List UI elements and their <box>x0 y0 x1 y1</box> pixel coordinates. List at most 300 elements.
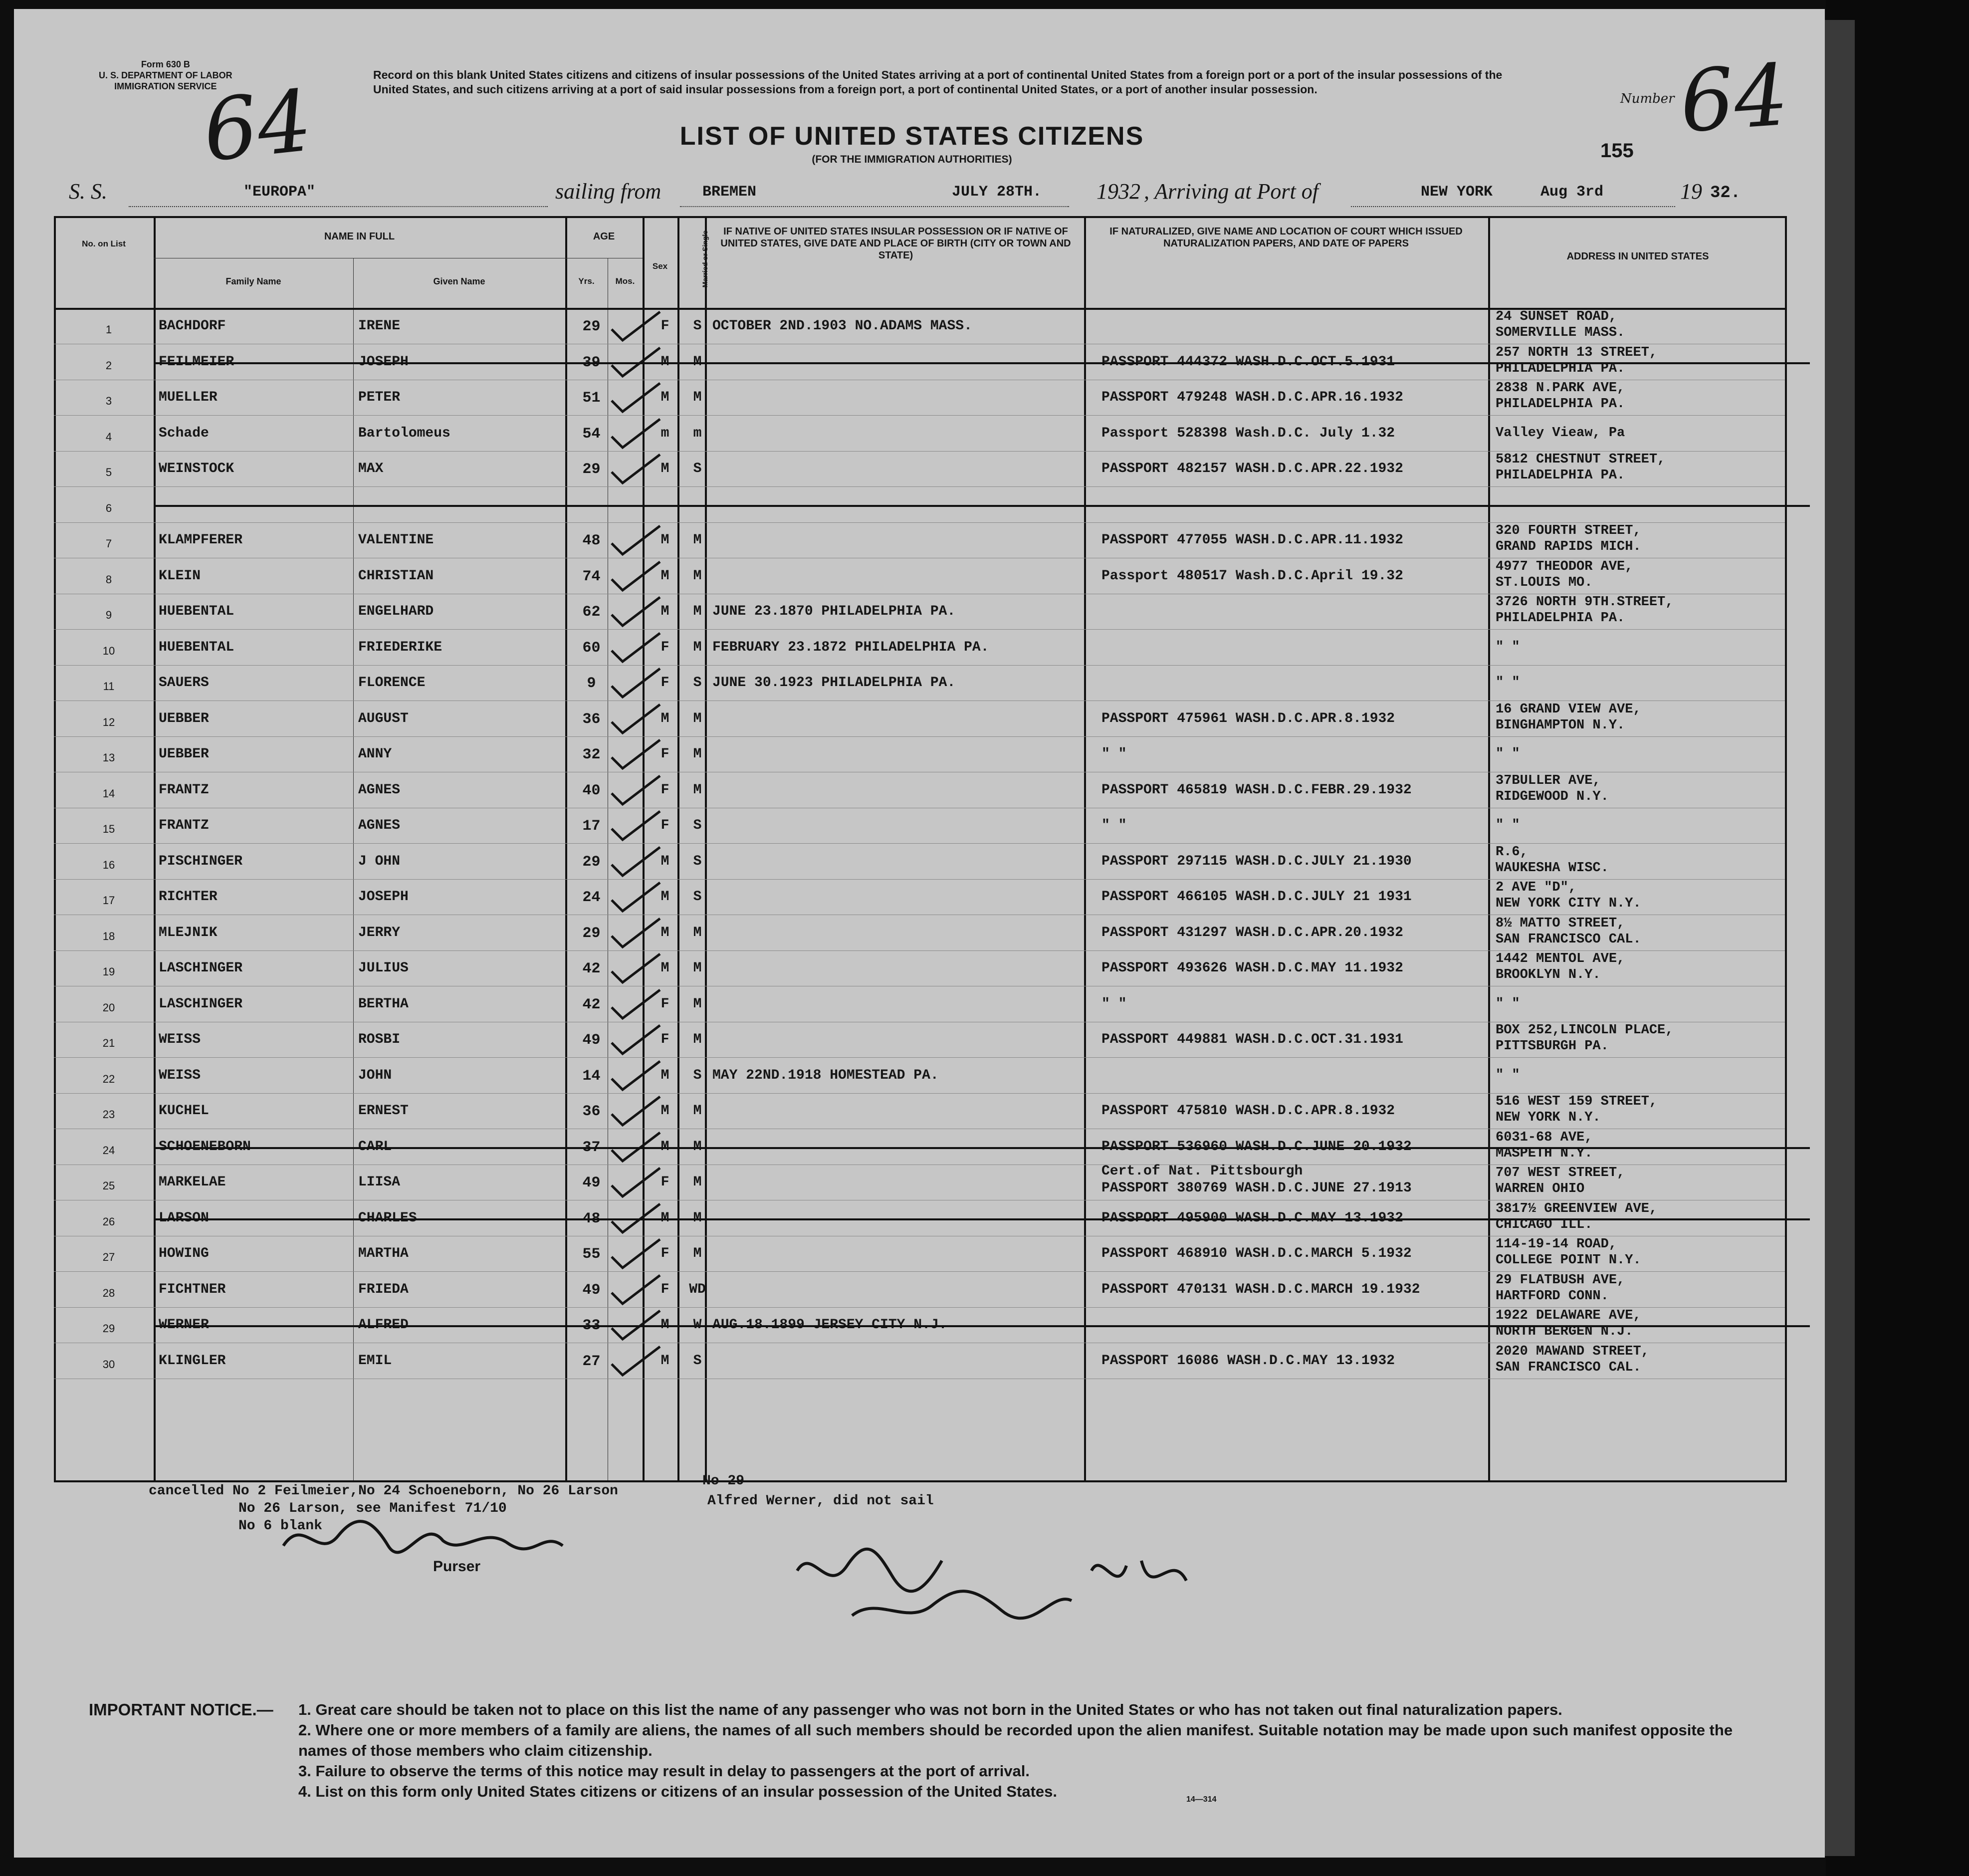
check-mark <box>608 381 667 416</box>
handwritten-number: 64 <box>1677 45 1791 152</box>
naturalization-info: PASSPORT 466105 WASH.D.C.JULY 21 1931 <box>1101 889 1412 905</box>
strike-through-line <box>154 505 1810 507</box>
manifest-rows <box>54 308 1785 1471</box>
family-name: HUEBENTAL <box>159 604 234 619</box>
age-years: 9 <box>587 675 596 692</box>
table-row <box>54 1058 1785 1094</box>
age-years: 49 <box>582 1032 601 1049</box>
naturalization-info: PASSPORT 493626 WASH.D.C.MAY 11.1932 <box>1101 960 1403 976</box>
sailing-from-label: sailing from <box>555 179 661 204</box>
marital-status: M <box>693 1032 702 1047</box>
address-line-1: 5812 CHESTNUT STREET, <box>1496 452 1666 467</box>
age-years: 42 <box>582 960 601 977</box>
sex: M <box>660 710 669 726</box>
check-mark <box>608 1237 667 1272</box>
address-line-1: 257 NORTH 13 STREET, <box>1496 345 1658 360</box>
port-from-underline <box>680 206 1069 207</box>
marital-status: M <box>693 925 702 940</box>
table-row <box>54 772 1785 808</box>
row-number: 6 <box>105 501 112 514</box>
given-name: BERTHA <box>358 996 409 1012</box>
sex: M <box>660 925 669 940</box>
purser-label: Purser <box>433 1558 481 1575</box>
family-name: UEBBER <box>159 746 209 762</box>
family-name: LASCHINGER <box>159 960 243 976</box>
marital-status: M <box>693 1246 702 1261</box>
col-header-name: NAME IN FULL <box>324 231 395 242</box>
table-row <box>54 701 1785 737</box>
table-row <box>54 915 1785 951</box>
marital-status: WD <box>689 1281 706 1297</box>
sex: F <box>660 746 669 762</box>
table-row <box>54 986 1785 1022</box>
naturalization-info: Cert.of Nat. Pittsbourgh <box>1101 1164 1303 1179</box>
birth-info: AUG.18.1899 JERSEY CITY N.J. <box>712 1317 947 1333</box>
address-line-2: NEW YORK N.Y. <box>1496 1110 1601 1125</box>
table-row <box>54 1093 1785 1129</box>
address-line-1: 1442 MENTOL AVE, <box>1496 951 1625 966</box>
marital-status: M <box>693 996 702 1012</box>
row-number: 28 <box>102 1286 115 1299</box>
check-mark <box>608 309 667 344</box>
age-years: 29 <box>582 461 601 478</box>
naturalization-info: PASSPORT 477055 WASH.D.C.APR.11.1932 <box>1101 532 1403 548</box>
marital-status: S <box>693 818 702 833</box>
table-row <box>54 558 1785 594</box>
table-row <box>54 451 1785 487</box>
table-row <box>54 1129 1785 1165</box>
address-line-1: 2838 N.PARK AVE, <box>1496 381 1625 396</box>
address-line-1: BOX 252,LINCOLN PLACE, <box>1496 1023 1674 1038</box>
address-line-1: " " <box>1496 1067 1520 1083</box>
age-years: 29 <box>582 318 601 335</box>
arrival-date: Aug 3rd <box>1540 184 1604 201</box>
table-row <box>54 1307 1785 1343</box>
family-name: FRANTZ <box>159 818 209 833</box>
naturalization-info: PASSPORT 431297 WASH.D.C.APR.20.1932 <box>1101 925 1403 940</box>
table-row <box>54 630 1785 666</box>
age-years: 36 <box>582 1103 601 1120</box>
family-name: BACHDORF <box>159 318 226 334</box>
table-row <box>54 879 1785 915</box>
address-line-2: BROOKLYN N.Y. <box>1496 967 1601 982</box>
sex: F <box>660 996 669 1012</box>
inspected-note <box>852 1581 1045 1598</box>
age-years: 60 <box>582 639 601 657</box>
given-name: Bartolomeus <box>358 425 450 441</box>
given-name: ERNEST <box>358 1103 409 1119</box>
naturalization-info: PASSPORT 468910 WASH.D.C.MARCH 5.1932 <box>1101 1246 1412 1261</box>
sex: F <box>660 318 669 334</box>
address-line-1: " " <box>1496 818 1520 833</box>
check-mark <box>608 1166 667 1200</box>
naturalization-info: PASSPORT 465819 WASH.D.C.FEBR.29.1932 <box>1101 782 1412 798</box>
strike-through-line <box>154 362 1810 364</box>
given-name: FRIEDA <box>358 1281 409 1297</box>
address-line-1: Valley Vieaw, Pa <box>1496 425 1625 441</box>
family-name: FRANTZ <box>159 782 209 798</box>
naturalization-info: " " <box>1101 996 1127 1012</box>
marital-status: M <box>693 390 702 405</box>
row-number: 30 <box>102 1358 115 1371</box>
naturalization-info: Passport 480517 Wash.D.C.April 19.32 <box>1101 568 1403 584</box>
sailing-year: 1932 <box>1096 179 1140 204</box>
page-title: LIST OF UNITED STATES CITIZENS <box>679 122 1144 151</box>
address-line-2: WAUKESHA WISC. <box>1496 860 1609 876</box>
check-mark <box>608 1273 667 1308</box>
col-header-native: IF NATIVE OF UNITED STATES INSULAR POSSESSION OR IF NATIVE OF UNITED STATES, GIVE DATE AND PLACE OF BIRTH (CITY OR TOWN AND STATE) <box>720 226 1071 261</box>
address-line-1: 24 SUNSET ROAD, <box>1496 309 1617 324</box>
naturalization-info: PASSPORT 444372 WASH.D.C.OCT.5.1931 <box>1101 354 1395 370</box>
check-mark <box>608 916 667 951</box>
col-header-family: Family Name <box>225 276 281 286</box>
family-name: WEISS <box>159 1067 201 1083</box>
address-line-2: CHICAGO ILL. <box>1496 1217 1593 1232</box>
sex: M <box>660 532 669 548</box>
sex: M <box>660 960 669 976</box>
family-name: PISCHINGER <box>159 853 243 869</box>
family-name: LARSON <box>159 1210 209 1226</box>
address-line-2: SAN FRANCISCO CAL. <box>1496 1360 1641 1375</box>
family-name: HOWING <box>159 1246 209 1261</box>
address-line-1: 16 GRAND VIEW AVE, <box>1496 702 1641 717</box>
marital-status: M <box>693 639 702 655</box>
arriving-label: , Arriving at Port of <box>1144 179 1318 204</box>
col-header-sex: Sex <box>652 261 668 271</box>
family-name: RICHTER <box>159 889 218 905</box>
table-row <box>54 1236 1785 1272</box>
family-name: WERNER <box>159 1317 209 1333</box>
row-number: 27 <box>102 1251 115 1263</box>
table-row <box>54 665 1785 701</box>
row-number: 21 <box>102 1037 115 1049</box>
given-name: MARTHA <box>358 1246 409 1261</box>
row-number: 3 <box>105 395 112 407</box>
row-number: 26 <box>102 1215 115 1228</box>
age-years: 62 <box>582 604 601 621</box>
marital-status: M <box>693 532 702 548</box>
row-number: 5 <box>105 466 112 478</box>
ship-underline <box>129 206 548 207</box>
row-number: 14 <box>102 787 115 800</box>
given-name: ROSBI <box>358 1032 401 1047</box>
age-years: 24 <box>582 889 601 906</box>
given-name: AUGUST <box>358 710 409 726</box>
family-name: KLAMPFERER <box>159 532 243 548</box>
given-name: CARL <box>358 1139 392 1155</box>
address-line-2: COLLEGE POINT N.Y. <box>1496 1253 1641 1268</box>
handwritten-list-number: 64 <box>199 71 317 181</box>
marital-status: M <box>693 604 702 619</box>
age-years: 49 <box>582 1174 601 1191</box>
naturalization-info: PASSPORT 475810 WASH.D.C.APR.8.1932 <box>1101 1103 1395 1119</box>
department-name: U. S. DEPARTMENT OF LABOR <box>99 70 232 80</box>
given-name: LIISA <box>358 1174 401 1190</box>
year-prefix: 19 <box>1680 179 1702 204</box>
naturalization-info: PASSPORT 297115 WASH.D.C.JULY 21.1930 <box>1101 853 1412 869</box>
row-number: 19 <box>102 965 115 978</box>
marital-status: m <box>693 425 702 441</box>
check-mark <box>608 1094 667 1129</box>
age-years: 48 <box>582 1210 601 1227</box>
marital-status: M <box>693 960 702 976</box>
family-name: MUELLER <box>159 390 218 405</box>
naturalization-info: PASSPORT 482157 WASH.D.C.APR.22.1932 <box>1101 461 1403 476</box>
given-name: J OHN <box>358 853 401 869</box>
check-mark <box>608 523 667 558</box>
marital-status: M <box>693 710 702 726</box>
address-line-1: " " <box>1496 746 1520 761</box>
marital-status: M <box>693 1174 702 1190</box>
year-suffix: 32. <box>1710 184 1741 203</box>
table-row <box>54 950 1785 986</box>
age-years: 29 <box>582 853 601 871</box>
check-mark <box>608 1344 667 1379</box>
row-number: 15 <box>102 823 115 835</box>
given-name: AGNES <box>358 782 401 798</box>
family-name: FICHTNER <box>159 1281 226 1297</box>
given-name: JOSEPH <box>358 354 409 370</box>
age-years: 48 <box>582 532 601 549</box>
print-code: 14—314 <box>1186 1795 1217 1804</box>
age-years: 32 <box>582 746 601 763</box>
age-years: 27 <box>582 1353 601 1370</box>
check-mark <box>608 1023 667 1058</box>
given-name: EMIL <box>358 1353 392 1369</box>
family-name: KLEIN <box>159 568 201 584</box>
given-name: JOHN <box>358 1067 392 1083</box>
address-line-1: 2 AVE "D", <box>1496 880 1577 895</box>
naturalization-info-line-2: PASSPORT 380769 WASH.D.C.JUNE 27.1913 <box>1101 1180 1412 1196</box>
sex: M <box>660 1317 669 1333</box>
table-row <box>54 487 1785 523</box>
table-row <box>54 522 1785 558</box>
check-mark <box>608 809 667 844</box>
row-number: 25 <box>102 1179 115 1192</box>
notice-item-3: 3. Failure to observe the terms of this notice may result in delay to passengers at the port of arrival. <box>298 1762 1030 1780</box>
sex: F <box>660 1174 669 1190</box>
check-mark <box>608 417 667 452</box>
address-line-2: MASPETH N.Y. <box>1496 1146 1593 1161</box>
address-line-2: BINGHAMPTON N.Y. <box>1496 717 1625 733</box>
address-line-2: PHILADELPHIA PA. <box>1496 468 1625 483</box>
given-name: FRIEDERIKE <box>358 639 442 655</box>
given-name: VALENTINE <box>358 532 434 548</box>
cancel-note-line1: cancelled No 2 Feilmeier,No 24 Schoeneborn, No 26 Larson <box>149 1483 618 1499</box>
given-name: ENGELHARD <box>358 604 434 619</box>
table-row <box>54 344 1785 380</box>
port-to-underline <box>1351 206 1675 207</box>
marital-status: M <box>693 746 702 762</box>
family-name: MLEJNIK <box>159 925 218 940</box>
marital-status: S <box>693 853 702 869</box>
col-header-naturalized: IF NATURALIZED, GIVE NAME AND LOCATION OF COURT WHICH ISSUED NATURALIZATION PAPERS, AND DATE OF PAPERS <box>1109 226 1463 249</box>
row-number: 4 <box>105 430 112 443</box>
family-name: Schade <box>159 425 209 441</box>
address-line-2: NORTH BERGEN N.J. <box>1496 1324 1633 1339</box>
address-line-1: 114-19-14 ROAD, <box>1496 1237 1617 1252</box>
age-years: 29 <box>582 925 601 942</box>
given-name: PETER <box>358 390 401 405</box>
row-number: 8 <box>105 573 112 586</box>
address-line-1: " " <box>1496 996 1520 1011</box>
col-header-mos: Mos. <box>615 276 635 286</box>
col-header-married: Married or Single <box>701 230 709 288</box>
table-row <box>54 416 1785 452</box>
address-line-1: 29 FLATBUSH AVE, <box>1496 1272 1625 1288</box>
address-line-1: 3726 NORTH 9TH.STREET, <box>1496 595 1674 610</box>
sex: F <box>660 1032 669 1047</box>
marital-status: S <box>693 318 702 334</box>
address-line-2: HARTFORD CONN. <box>1496 1288 1609 1304</box>
naturalization-info: Passport 528398 Wash.D.C. July 1.32 <box>1101 425 1395 441</box>
page-subtitle: (FOR THE IMMIGRATION AUTHORITIES) <box>812 154 1012 165</box>
check-mark <box>608 631 667 666</box>
sex: M <box>660 390 669 405</box>
cancel-note-werner: Alfred Werner, did not sail <box>707 1493 934 1509</box>
check-mark <box>608 880 667 915</box>
naturalization-info: " " <box>1101 818 1127 833</box>
row-number: 2 <box>105 359 112 372</box>
notice-item-1: 1. Great care should be taken not to place on this list the name of any passenger who was not born in the United States or who has not taken out final naturalization papers. <box>298 1701 1562 1718</box>
sex: M <box>660 1210 669 1226</box>
given-name: ALFRED <box>358 1317 409 1333</box>
address-line-1: 516 WEST 159 STREET, <box>1496 1094 1658 1109</box>
age-years: 36 <box>582 710 601 728</box>
col-header-address: ADDRESS IN UNITED STATES <box>1566 251 1709 262</box>
table-row <box>54 1272 1785 1308</box>
notice-item-4: 4. List on this form only United States citizens or citizens of an insular possession of the United States. <box>298 1783 1057 1800</box>
row-number: 24 <box>102 1144 115 1157</box>
marital-status: M <box>693 1139 702 1155</box>
row-number: 22 <box>102 1072 115 1085</box>
naturalization-info: PASSPORT 449881 WASH.D.C.OCT.31.1931 <box>1101 1032 1403 1047</box>
check-mark <box>608 845 667 880</box>
given-name: AGNES <box>358 818 401 833</box>
marital-status: M <box>693 1210 702 1226</box>
ss-label: S. S. <box>69 179 107 204</box>
check-mark <box>608 987 667 1022</box>
strike-through-line <box>154 1325 1810 1327</box>
row-number: 9 <box>105 609 112 621</box>
naturalization-info: PASSPORT 470131 WASH.D.C.MARCH 19.1932 <box>1101 1281 1420 1297</box>
marital-status: M <box>693 568 702 584</box>
age-years: 17 <box>582 818 601 835</box>
page-edge <box>1825 20 1855 1856</box>
row-number: 16 <box>102 858 115 871</box>
check-mark <box>608 702 667 737</box>
given-name: JERRY <box>358 925 401 940</box>
family-name: WEINSTOCK <box>159 461 234 476</box>
row-number: 7 <box>105 537 112 550</box>
sex: M <box>660 1139 669 1155</box>
address-line-1: 4977 THEODOR AVE, <box>1496 559 1633 574</box>
sex: M <box>660 354 669 370</box>
age-years: 51 <box>582 390 601 407</box>
page-number: 155 <box>1600 140 1634 162</box>
age-years: 40 <box>582 782 601 799</box>
ship-name: "EUROPA" <box>243 184 316 201</box>
address-line-2: PHILADELPHIA PA. <box>1496 361 1625 376</box>
naturalization-info: PASSPORT 479248 WASH.D.C.APR.16.1932 <box>1101 390 1403 405</box>
age-years: 55 <box>582 1246 601 1263</box>
address-line-1: " " <box>1496 675 1520 690</box>
address-line-1: 8½ MATTO STREET, <box>1496 916 1625 931</box>
address-line-1: 37BULLER AVE, <box>1496 773 1601 788</box>
marital-status: S <box>693 461 702 476</box>
sailing-date: JULY 28TH. <box>952 184 1042 201</box>
family-name: WEISS <box>159 1032 201 1047</box>
family-name: HUEBENTAL <box>159 639 234 655</box>
check-mark <box>608 773 667 808</box>
sex: M <box>660 568 669 584</box>
row-number: 23 <box>102 1108 115 1121</box>
sex: M <box>660 604 669 619</box>
sex: M <box>660 853 669 869</box>
given-name: CHRISTIAN <box>358 568 434 584</box>
sex: F <box>660 818 669 833</box>
row-number: 1 <box>105 323 112 336</box>
row-number: 10 <box>102 644 115 657</box>
col-header-age: AGE <box>593 231 615 242</box>
service-name: IMMIGRATION SERVICE <box>114 81 217 91</box>
address-line-1: 6031-68 AVE, <box>1496 1130 1593 1145</box>
address-line-2: PHILADELPHIA PA. <box>1496 611 1625 626</box>
family-name: KUCHEL <box>159 1103 209 1119</box>
address-line-1: 320 FOURTH STREET, <box>1496 523 1641 538</box>
table-row <box>54 308 1785 344</box>
age-years: 33 <box>582 1317 601 1334</box>
row-number: 11 <box>103 680 115 693</box>
given-name: ANNY <box>358 746 392 762</box>
sex: M <box>660 889 669 905</box>
given-name: IRENE <box>358 318 401 334</box>
given-name: FLORENCE <box>358 675 426 691</box>
sex: F <box>660 675 669 691</box>
table-row <box>54 1022 1785 1058</box>
strike-through-line <box>154 1147 1810 1149</box>
given-name: MAX <box>358 461 384 476</box>
age-years: 74 <box>582 568 601 585</box>
notice-heading: IMPORTANT NOTICE.— <box>89 1700 273 1719</box>
sex: M <box>660 1353 669 1369</box>
row-number: 13 <box>102 751 115 764</box>
cancel-note-line2: No 26 Larson, see Manifest 71/10 <box>238 1501 507 1516</box>
sex: F <box>660 1281 669 1297</box>
naturalization-info: PASSPORT 16086 WASH.D.C.MAY 13.1932 <box>1101 1353 1395 1369</box>
table-row <box>54 380 1785 416</box>
sex: M <box>660 1067 669 1083</box>
family-name: LASCHINGER <box>159 996 243 1012</box>
given-name: CHARLES <box>358 1210 417 1226</box>
address-line-2: WARREN OHIO <box>1496 1181 1585 1196</box>
address-line-2: PITTSBURGH PA. <box>1496 1039 1609 1054</box>
record-instructions: Record on this blank United States citizens and citizens of insular possessions of the United States arriving at a port of continental United States from a foreign port or a port of the insular possessions of the United States, and such citizens arriving at a port of said insular possessions from a foreign port, a port of continental United States, or a port of another insular possession. <box>373 68 1503 96</box>
address-line-2: GRAND RAPIDS MICH. <box>1496 539 1641 554</box>
marital-status: M <box>693 1103 702 1119</box>
important-notice <box>89 1699 1760 1802</box>
check-mark <box>608 595 667 630</box>
birth-info: FEBRUARY 23.1872 PHILADELPHIA PA. <box>712 639 989 655</box>
naturalization-info: PASSPORT 536960 WASH.D.C.JUNE 20.1932 <box>1101 1139 1412 1155</box>
cancel-note-no29: No 29 <box>702 1473 745 1489</box>
given-name: JOSEPH <box>358 889 409 905</box>
address-line-2: RIDGEWOOD N.Y. <box>1496 789 1609 804</box>
birth-info: OCTOBER 2ND.1903 NO.ADAMS MASS. <box>712 318 972 334</box>
address-line-1: 3817½ GREENVIEW AVE, <box>1496 1201 1658 1216</box>
sex: F <box>660 1246 669 1261</box>
port-from: BREMEN <box>702 184 757 201</box>
